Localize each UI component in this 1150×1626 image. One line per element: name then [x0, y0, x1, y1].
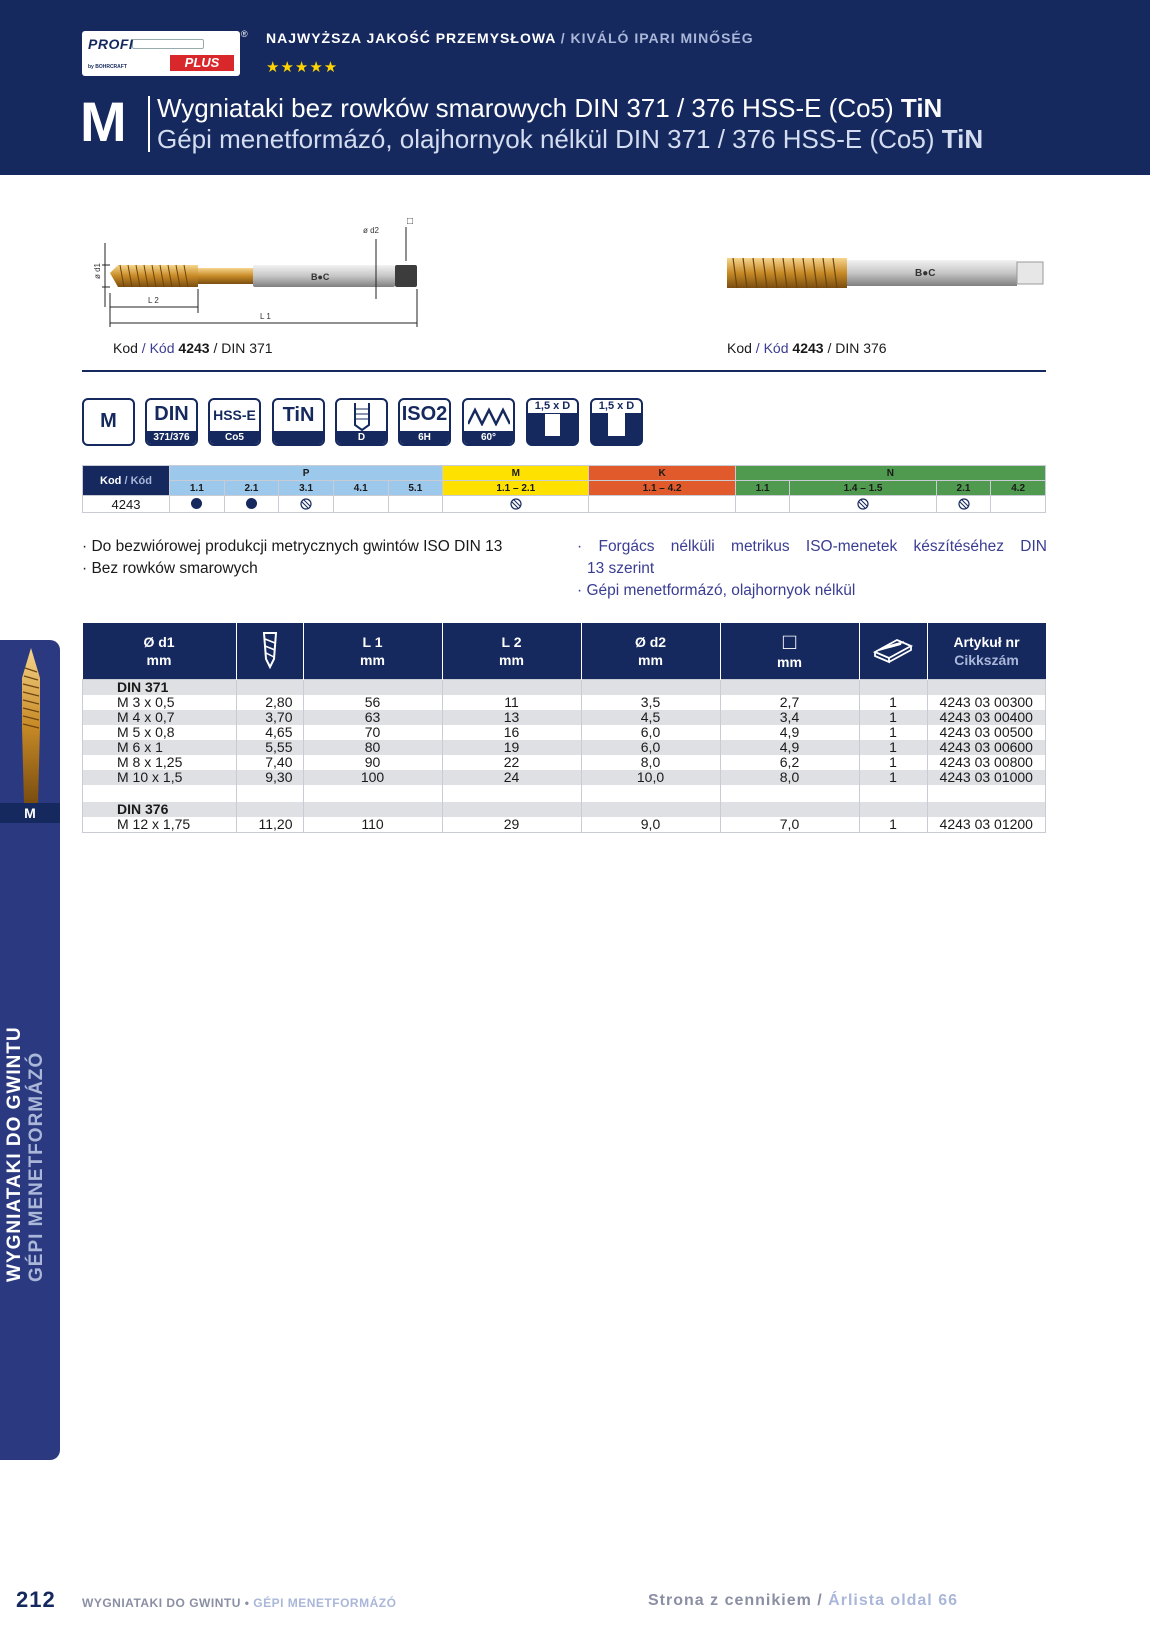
- iso2-tolerance-icon: ISO2 6H: [398, 398, 451, 446]
- footer-section: WYGNIATAKI DO GWINTU • GÉPI MENETFORMÁZÓ: [82, 1596, 397, 1610]
- caption-din376: [727, 340, 887, 356]
- d2-label: ø d2: [363, 226, 380, 235]
- features-hu: [577, 536, 1047, 602]
- square-icon: □: [782, 629, 797, 654]
- table-cell: 29: [442, 817, 581, 833]
- section-label: DIN 376: [83, 802, 237, 817]
- table-cell: 22: [442, 755, 581, 770]
- table-cell: 8,0: [581, 755, 720, 770]
- shank-brand: B●C: [311, 272, 330, 282]
- suitability-cell: [936, 496, 991, 513]
- section-row: [83, 680, 1046, 696]
- suitability-cell: [991, 496, 1046, 513]
- table-cell: 9,0: [581, 817, 720, 833]
- l2-label: L 2: [148, 296, 159, 305]
- suitable-full-icon: [191, 498, 202, 509]
- thread-angle-icon: 60°: [462, 398, 515, 446]
- suitability-cell: [735, 496, 790, 513]
- din-standard-icon: DIN 371/376: [145, 398, 198, 446]
- caption-kod-hu: Kód: [763, 340, 789, 356]
- suitability-cell: [224, 496, 279, 513]
- footer-section-pl: WYGNIATAKI DO GWINTU: [82, 1596, 241, 1610]
- col-d1: Ø d1 mm: [83, 623, 237, 680]
- table-cell: M 8 x 1,25: [83, 755, 237, 770]
- group-p: P: [170, 466, 443, 481]
- table-cell: 2,7: [720, 695, 859, 710]
- blind-hole-icon: D: [335, 398, 388, 446]
- table-cell: 6,2: [720, 755, 859, 770]
- slogan-hu: KIVÁLÓ IPARI MINŐSÉG: [570, 30, 754, 46]
- table-cell: 4243 03 00500: [927, 725, 1046, 740]
- col-label: 3.1: [279, 481, 334, 496]
- col-label: 2.1: [224, 481, 279, 496]
- features-pl: [82, 536, 502, 580]
- kod-header: Kod / Kód: [83, 466, 170, 496]
- footer-pricelist-hu: Árlista oldal 66: [828, 1592, 958, 1609]
- spacer-row: [83, 785, 1046, 802]
- table-cell: 4243 03 00300: [927, 695, 1046, 710]
- table-cell: 6,0: [581, 740, 720, 755]
- col-pack: [859, 623, 927, 680]
- table-cell: 4,9: [720, 740, 859, 755]
- col-label: 5.1: [388, 481, 443, 496]
- table-cell: 19: [442, 740, 581, 755]
- section-label: DIN 371: [83, 680, 237, 696]
- table-cell: 13: [442, 710, 581, 725]
- table-row: [83, 725, 1046, 740]
- suitability-cell: [333, 496, 388, 513]
- side-label-pl: WYGNIATAKI DO GWINTU: [4, 1026, 25, 1282]
- table-cell: 4,9: [720, 725, 859, 740]
- caption-din: / DIN 371: [209, 340, 273, 356]
- blind-hole-shape: [545, 414, 560, 436]
- table-cell: 110: [303, 817, 442, 833]
- depth-through-icon: 1,5 x D: [590, 398, 643, 446]
- table-cell: 1: [859, 817, 927, 833]
- l1-label: L 1: [260, 312, 271, 321]
- table-row: [83, 755, 1046, 770]
- group-n: N: [735, 466, 1045, 481]
- slogan-pl: NAJWYŻSZA JAKOŚĆ PRZEMYSŁOWA: [266, 30, 556, 46]
- suitable-partial-icon: [857, 498, 869, 510]
- caption-code: 4243: [174, 340, 210, 356]
- col-label: 4.2: [991, 481, 1046, 496]
- caption-kod: Kod: [113, 340, 138, 356]
- suitability-cell: [589, 496, 735, 513]
- profi-plus-logo: [82, 31, 240, 76]
- table-cell: 1: [859, 695, 927, 710]
- suitability-cell: [790, 496, 936, 513]
- table-cell: 1: [859, 755, 927, 770]
- depth-blind-icon: 1,5 x D: [526, 398, 579, 446]
- drill-graphic-icon: [132, 39, 204, 49]
- table-cell: 24: [442, 770, 581, 785]
- neck-section: [198, 268, 253, 284]
- col-label: 1.4 – 1.5: [790, 481, 936, 496]
- table-cell: 7,40: [236, 755, 303, 770]
- through-hole-shape: [608, 413, 625, 436]
- tap-photo-din376: [725, 250, 1055, 300]
- table-cell: 1: [859, 725, 927, 740]
- title-pl: [157, 93, 942, 123]
- section-divider: [82, 370, 1046, 372]
- table-cell: 100: [303, 770, 442, 785]
- row-code: 4243: [83, 496, 170, 513]
- table-cell: 4,5: [581, 710, 720, 725]
- table-cell: M 12 x 1,75: [83, 817, 237, 833]
- table-cell: 80: [303, 740, 442, 755]
- table-row: [83, 710, 1046, 725]
- slogan-sep: /: [555, 30, 571, 46]
- table-cell: 4,65: [236, 725, 303, 740]
- suitable-partial-icon: [510, 498, 522, 510]
- slogan: [266, 30, 754, 46]
- col-label: 1.1: [170, 481, 225, 496]
- table-cell: 4243 03 00400: [927, 710, 1046, 725]
- table-cell: 2,80: [236, 695, 303, 710]
- hss-e-material-icon: HSS-E Co5: [208, 398, 261, 446]
- table-cell: 8,0: [720, 770, 859, 785]
- table-cell: 11: [442, 695, 581, 710]
- suitable-partial-icon: [958, 498, 970, 510]
- feature-pl-item: · Bez rowków smarowych: [82, 560, 258, 577]
- thread-type-m-icon: M: [82, 398, 135, 446]
- logo-sub-text: by BOHRCRAFT: [88, 64, 127, 70]
- col-article: Artykuł nr Cikkszám: [927, 623, 1046, 680]
- side-label-hu: GÉPI MENETFORMÁZÓ: [26, 1051, 47, 1282]
- square-end: [395, 265, 417, 287]
- col-label: 1.1: [735, 481, 790, 496]
- table-cell: 5,55: [236, 740, 303, 755]
- table-row: [83, 817, 1046, 833]
- package-icon: [871, 634, 915, 664]
- title-pl-text: Wygniataki bez rowków smarowych DIN 371 / 376 HSS-E (Co5): [157, 93, 901, 123]
- table-cell: 16: [442, 725, 581, 740]
- suitability-cell: [170, 496, 225, 513]
- title-pl-coat: TiN: [900, 93, 943, 123]
- caption-kod: Kod: [727, 340, 752, 356]
- table-cell: 1: [859, 770, 927, 785]
- col-label: 1.1 – 2.1: [443, 481, 589, 496]
- material-suitability-table: [82, 465, 1046, 513]
- logo-plus-text: PLUS: [170, 55, 234, 71]
- suitable-full-icon: [246, 498, 257, 509]
- registered-mark: ®: [241, 29, 248, 39]
- tap-tool-icon: [255, 629, 285, 669]
- table-cell: 3,4: [720, 710, 859, 725]
- table-row: [83, 770, 1046, 785]
- side-letter: M: [0, 803, 60, 823]
- category-letter: M: [80, 90, 127, 153]
- table-cell: 56: [303, 695, 442, 710]
- col-label: 4.1: [333, 481, 388, 496]
- shank-brand: B●C: [915, 268, 936, 279]
- table-cell: M 6 x 1: [83, 740, 237, 755]
- hole-shape-icon: [353, 403, 371, 431]
- side-tap-icon: [20, 648, 42, 803]
- table-cell: M 3 x 0,5: [83, 695, 237, 710]
- title-divider: [148, 96, 150, 152]
- table-cell: 7,0: [720, 817, 859, 833]
- title-hu-coat: TiN: [941, 124, 984, 154]
- tin-coating-icon: TiN: [272, 398, 325, 446]
- footer-pricelist-pl: Strona z cennikiem: [648, 1592, 812, 1609]
- table-cell: M 4 x 0,7: [83, 710, 237, 725]
- square-end: [1017, 262, 1043, 284]
- side-label: [4, 1026, 48, 1282]
- title-hu: [157, 124, 983, 154]
- table-cell: 11,20: [236, 817, 303, 833]
- title-hu-text: Gépi menetformázó, olajhornyok nélkül DIN 371 / 376 HSS-E (Co5): [157, 124, 942, 154]
- caption-kod-hu: Kód: [149, 340, 175, 356]
- table-cell: 90: [303, 755, 442, 770]
- group-k: K: [589, 466, 735, 481]
- tap-technical-drawing: [80, 215, 440, 330]
- suitability-cell: [388, 496, 443, 513]
- caption-code: 4243: [788, 340, 824, 356]
- table-cell: 3,70: [236, 710, 303, 725]
- table-row: [83, 740, 1046, 755]
- square-label: □: [407, 216, 414, 227]
- table-cell: 4243 03 01200: [927, 817, 1046, 833]
- footer-section-hu: GÉPI MENETFORMÁZÓ: [253, 1596, 397, 1610]
- page-number: 212: [16, 1587, 56, 1612]
- caption-din: / DIN 376: [823, 340, 887, 356]
- col-square: □ mm: [720, 623, 859, 680]
- table-row: [83, 695, 1046, 710]
- table-cell: 4243 03 01000: [927, 770, 1046, 785]
- group-m: M: [443, 466, 589, 481]
- table-cell: 10,0: [581, 770, 720, 785]
- table-cell: M 10 x 1,5: [83, 770, 237, 785]
- product-table: [82, 623, 1046, 833]
- table-cell: 70: [303, 725, 442, 740]
- col-label: 2.1: [936, 481, 991, 496]
- table-cell: 6,0: [581, 725, 720, 740]
- col-tool: [236, 623, 303, 680]
- d1-label: ø d1: [93, 262, 102, 279]
- table-cell: 9,30: [236, 770, 303, 785]
- col-d2: Ø d2 mm: [581, 623, 720, 680]
- feature-hu-item: 13 szerint: [587, 560, 655, 577]
- suitability-cell: [443, 496, 589, 513]
- footer-pricelist: Strona z cennikiem / Árlista oldal 66: [648, 1592, 958, 1609]
- table-cell: 1: [859, 710, 927, 725]
- feature-hu-item: · Forgács nélküli metrikus ISO-menetek készítéséhez DIN: [577, 538, 1047, 555]
- table-cell: M 5 x 0,8: [83, 725, 237, 740]
- rating-stars: ★★★★★: [266, 59, 339, 76]
- suitable-partial-icon: [300, 498, 312, 510]
- feature-hu-item: · Gépi menetformázó, olajhornyok nélkül: [577, 582, 856, 599]
- caption-din371: [113, 340, 273, 356]
- col-l2: L 2 mm: [442, 623, 581, 680]
- logo-profi-text: PROFI: [88, 36, 134, 52]
- table-cell: 4243 03 00600: [927, 740, 1046, 755]
- thread-profile-icon: [468, 406, 510, 426]
- section-row: [83, 802, 1046, 817]
- suitability-cell: [279, 496, 334, 513]
- table-cell: 3,5: [581, 695, 720, 710]
- feature-pl-item: · Do bezwiórowej produkcji metrycznych gwintów ISO DIN 13: [82, 538, 503, 555]
- caption-sep: /: [751, 340, 764, 356]
- table-cell: 4243 03 00800: [927, 755, 1046, 770]
- col-label: 1.1 – 4.2: [589, 481, 735, 496]
- caption-sep: /: [137, 340, 150, 356]
- table-cell: 1: [859, 740, 927, 755]
- col-l1: L 1 mm: [303, 623, 442, 680]
- table-cell: 63: [303, 710, 442, 725]
